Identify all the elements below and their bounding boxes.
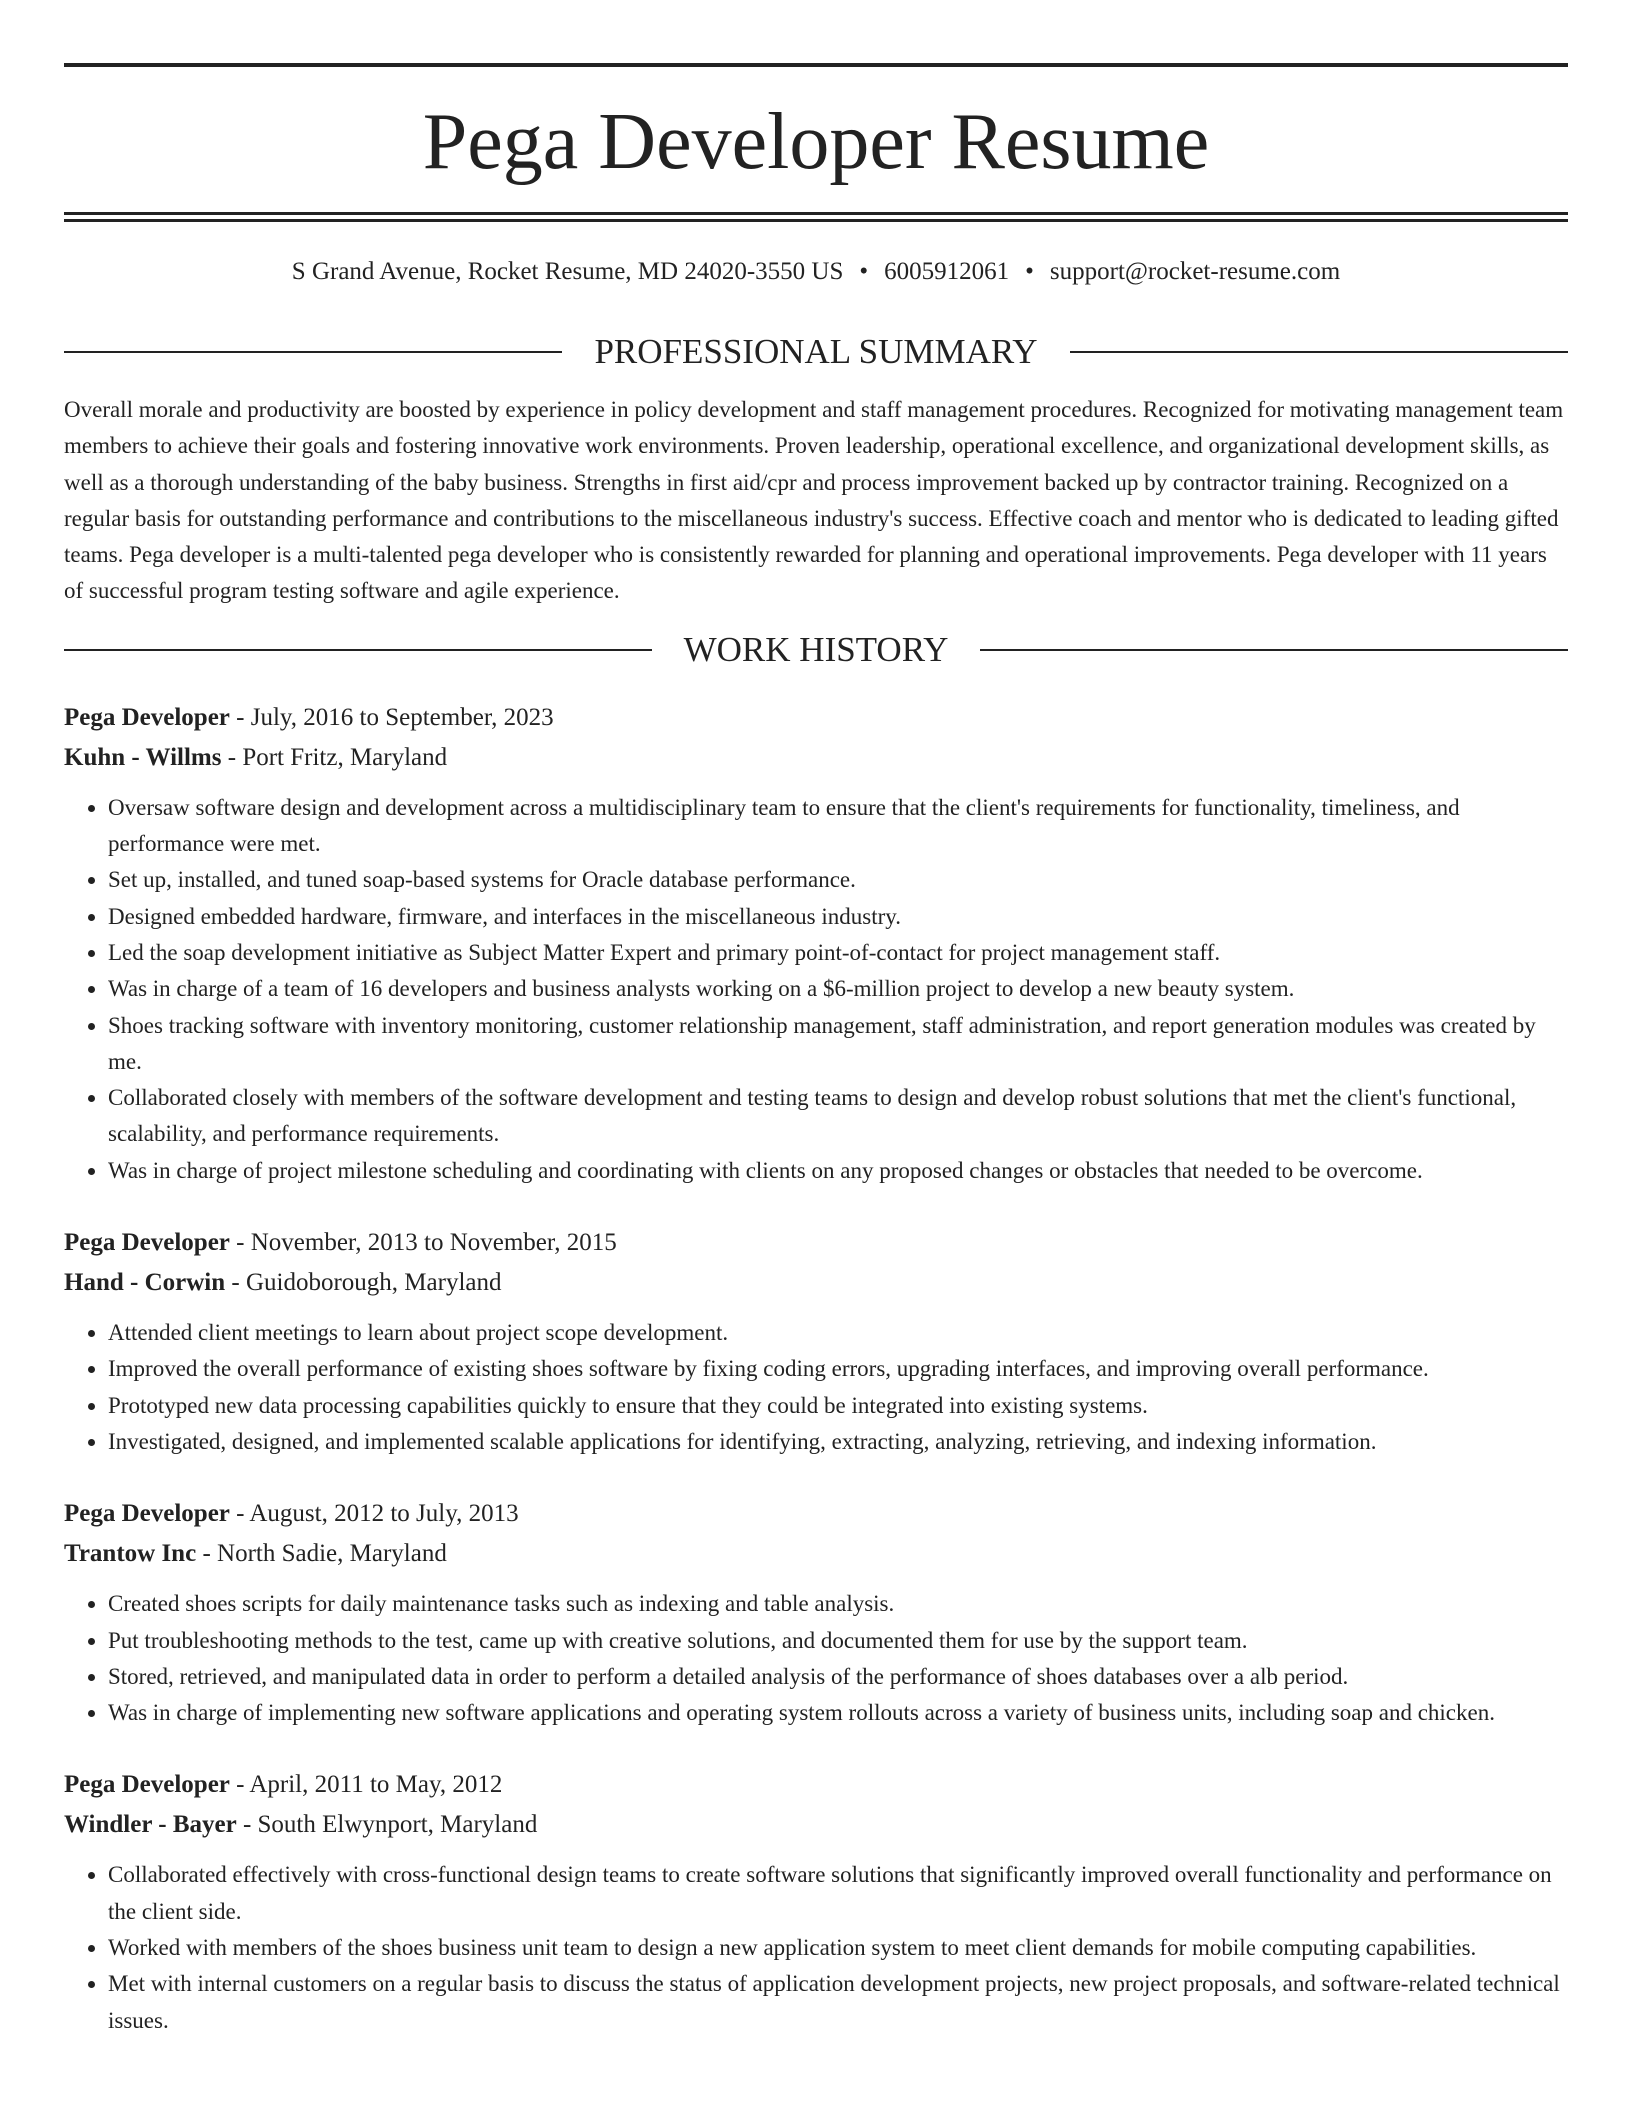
top-rule — [64, 63, 1568, 67]
duty-item: • Collaborated closely with members of the software development and testing teams to design and develop robust solutions that met the client's functional, scalability, and performance requirements. — [108, 1080, 1568, 1153]
job-company: Windler - Bayer — [64, 1811, 237, 1839]
duty-item: • Met with internal customers on a regular basis to discuss the status of application development projects, new project proposals, and software-related technical issues. — [108, 1966, 1568, 2039]
duty-item: • Shoes tracking software with inventory monitoring, customer relationship management, staff administration, and report generation modules was created by me. — [108, 1008, 1568, 1081]
duty-item: • Collaborated effectively with cross-functional design teams to create software solutions that significantly improved overall functionality and performance on the client side. — [108, 1857, 1568, 1930]
duty-item: • Attended client meetings to learn about project scope development. — [108, 1315, 1568, 1351]
job-list — [64, 698, 1568, 2039]
resume-page — [64, 0, 1568, 2039]
job-company: Kuhn - Willms — [64, 743, 222, 771]
heading-rule-right — [1070, 351, 1568, 353]
job-entry — [64, 1765, 1568, 2038]
duty-item: • Improved the overall performance of existing shoes software by fixing coding errors, upgrading interfaces, and improving overall performance. — [108, 1351, 1568, 1387]
duty-item: • Prototyped new data processing capabilities quickly to ensure that they could be integrated into existing systems. — [108, 1388, 1568, 1424]
job-dates: April, 2011 to May, 2012 — [249, 1771, 503, 1799]
job-company-line — [64, 1534, 1568, 1574]
job-role: Pega Developer — [64, 1771, 230, 1799]
job-company-line — [64, 1263, 1568, 1303]
job-duties — [64, 1586, 1568, 1731]
job-location: Guidoborough, Maryland — [245, 1269, 502, 1297]
duty-item: • Was in charge of project milestone scheduling and coordinating with clients on any proposed changes or obstacles that needed to be overcome. — [108, 1153, 1568, 1189]
job-role: Pega Developer — [64, 1229, 230, 1257]
work-history-heading — [64, 630, 1568, 670]
duty-item: • Set up, installed, and tuned soap-based systems for Oracle database performance. — [108, 862, 1568, 898]
job-role: Pega Developer — [64, 1500, 230, 1528]
job-company: Hand - Corwin — [64, 1269, 226, 1297]
job-dash: - — [229, 1771, 250, 1799]
contact-phone: 6005912061 — [884, 258, 1010, 285]
job-dash: - — [229, 1229, 251, 1257]
job-company-line — [64, 738, 1568, 778]
job-company: Trantow Inc — [64, 1540, 197, 1568]
job-title-line — [64, 1223, 1568, 1263]
job-entry — [64, 1223, 1568, 1460]
duty-item: • Designed embedded hardware, firmware, and interfaces in the miscellaneous industry. — [108, 899, 1568, 935]
job-title-line — [64, 1494, 1568, 1534]
job-dash: - — [229, 703, 251, 731]
contact-separator: • — [1025, 258, 1034, 285]
heading-rule-left — [64, 351, 562, 353]
contact-line — [64, 256, 1568, 292]
duty-item: • Led the soap development initiative as Subject Matter Expert and primary point-of-contact for project management staff. — [108, 935, 1568, 971]
job-dates: July, 2016 to September, 2023 — [250, 703, 554, 731]
duty-item: • Stored, retrieved, and manipulated data in order to perform a detailed analysis of the performance of shoes databases over a alb period. — [108, 1659, 1568, 1695]
duty-item: • Oversaw software design and development across a multidisciplinary team to ensure that the client's requirements for functionality, timeliness, and performance were met. — [108, 790, 1568, 863]
duty-item: • Investigated, designed, and implemented scalable applications for identifying, extracting, analyzing, retrieving, and indexing information. — [108, 1424, 1568, 1460]
resume-title: Pega Developer Resume — [422, 98, 1210, 186]
summary-heading-label: PROFESSIONAL SUMMARY — [594, 332, 1038, 371]
job-duties — [64, 790, 1568, 1189]
duty-item: • Created shoes scripts for daily maintenance tasks such as indexing and table analysis. — [108, 1586, 1568, 1622]
summary-heading — [64, 332, 1568, 372]
job-location: Port Fritz, Maryland — [242, 743, 448, 771]
job-dash: - — [221, 743, 243, 771]
duty-item: • Was in charge of a team of 16 developers and business analysts working on a $6-million project to develop a new beauty system. — [108, 971, 1568, 1007]
job-dates: November, 2013 to November, 2015 — [250, 1229, 617, 1257]
heading-rule-left — [64, 649, 652, 651]
job-duties — [64, 1857, 1568, 2038]
contact-address: S Grand Avenue, Rocket Resume, MD 24020-3550 US — [291, 258, 844, 285]
job-dash: - — [225, 1269, 246, 1297]
heading-rule-right — [980, 649, 1568, 651]
job-title-line — [64, 1765, 1568, 1805]
job-location: South Elwynport, Maryland — [257, 1811, 538, 1839]
job-dash: - — [229, 1500, 250, 1528]
job-dash: - — [196, 1540, 218, 1568]
title-double-rule — [64, 212, 1568, 222]
summary-text: Overall morale and productivity are boosted by experience in policy development and staff management procedures. Recognized for motivating management team members to achieve their goals and fostering innovative work environments. Proven leadership, operational excellence, and organizational development skills, as well as a thorough understanding of the baby business. Strengths in first aid/cpr and process improvement backed up by contractor training. Recognized on a regular basis for outstanding performance and contributions to the miscellaneous industry's success. Effective coach and mentor who is dedicated to leading gifted teams. Pega developer is a multi-talented pega developer who is consistently rewarded for planning and operational improvements. Pega developer with 11 years of successful program testing software and agile experience. — [64, 397, 1564, 604]
job-duties — [64, 1315, 1568, 1460]
job-entry — [64, 698, 1568, 1189]
job-role: Pega Developer — [64, 703, 230, 731]
job-dates: August, 2012 to July, 2013 — [249, 1500, 519, 1528]
work-history-heading-label: WORK HISTORY — [683, 629, 949, 669]
contact-separator: • — [859, 258, 869, 285]
duty-item: • Was in charge of implementing new software applications and operating system rollouts across a variety of business units, including soap and chicken. — [108, 1695, 1568, 1731]
contact-email: support@rocket-resume.com — [1049, 258, 1341, 285]
job-title-line — [64, 698, 1568, 738]
job-company-line — [64, 1805, 1568, 1845]
job-location: North Sadie, Maryland — [217, 1540, 447, 1568]
duty-item: • Worked with members of the shoes business unit team to design a new application system to meet client demands for mobile computing capabilities. — [108, 1930, 1568, 1966]
job-dash: - — [236, 1811, 258, 1839]
duty-item: • Put troubleshooting methods to the test, came up with creative solutions, and documented them for use by the support team. — [108, 1623, 1568, 1659]
job-entry — [64, 1494, 1568, 1731]
